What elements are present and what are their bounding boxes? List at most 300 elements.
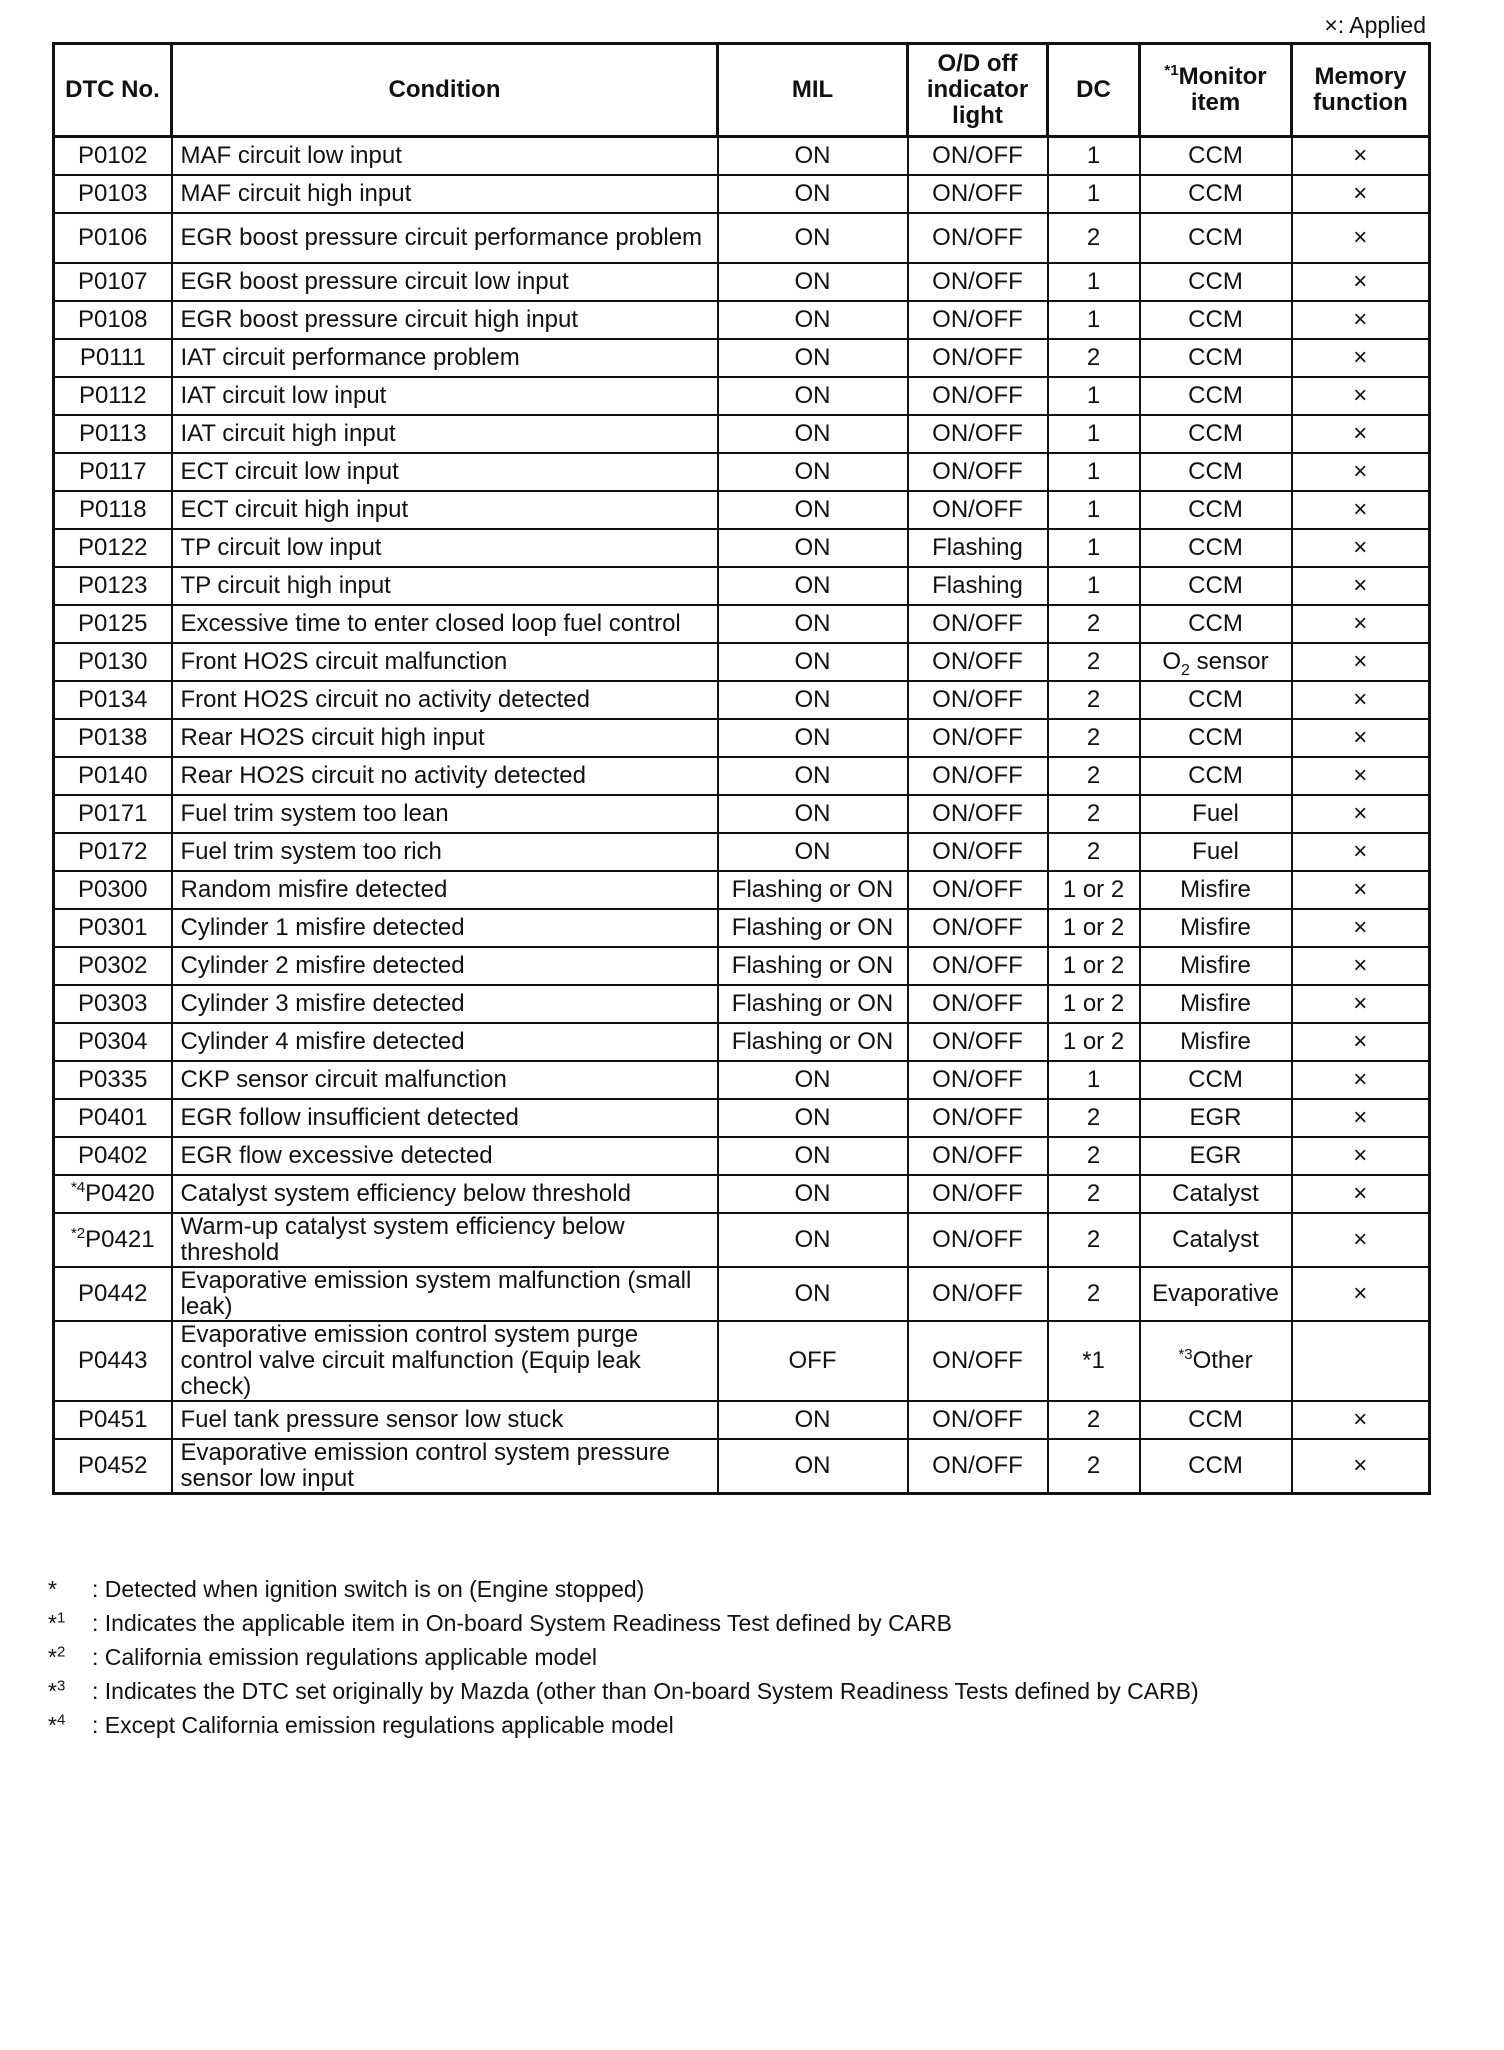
monitor-label: Misfire: [1180, 876, 1251, 903]
header-monitor-label: Monitor item: [1178, 63, 1267, 116]
monitor-label: Fuel: [1192, 800, 1239, 827]
cell-dc: 1: [1048, 415, 1140, 453]
monitor-label: Misfire: [1180, 952, 1251, 979]
monitor-subscript: 2: [1181, 661, 1190, 679]
header-condition: Condition: [172, 44, 718, 137]
cell-monitor-item: [1140, 263, 1292, 301]
cell-monitor-item: [1140, 339, 1292, 377]
monitor-label: Misfire: [1180, 914, 1251, 941]
table-row: [54, 871, 1430, 909]
cell-memory-function: ×: [1292, 213, 1430, 263]
cell-condition: TP circuit high input: [172, 567, 718, 605]
cell-memory-function: ×: [1292, 681, 1430, 719]
cell-mil: ON: [718, 1137, 908, 1175]
dtc-table: [52, 42, 1431, 1495]
cell-od-off: ON/OFF: [908, 415, 1048, 453]
dtc-code: P0108: [78, 306, 148, 333]
table-row: [54, 1061, 1430, 1099]
footnote-text: : California emission regulations applicable model: [92, 1644, 597, 1670]
cell-mil: Flashing or ON: [718, 985, 908, 1023]
cell-memory-function: ×: [1292, 719, 1430, 757]
cell-dc: 1 or 2: [1048, 1023, 1140, 1061]
cell-mil: ON: [718, 415, 908, 453]
cell-od-off: ON/OFF: [908, 175, 1048, 213]
cell-mil: ON: [718, 567, 908, 605]
monitor-label: CCM: [1188, 224, 1243, 251]
cell-dtc-no: [54, 1267, 172, 1321]
table-row: [54, 137, 1430, 176]
cell-mil: ON: [718, 137, 908, 176]
cell-od-off: ON/OFF: [908, 871, 1048, 909]
cell-memory-function: ×: [1292, 453, 1430, 491]
cell-monitor-item: [1140, 529, 1292, 567]
cell-od-off: ON/OFF: [908, 605, 1048, 643]
cell-condition: TP circuit low input: [172, 529, 718, 567]
cell-monitor-item: [1140, 377, 1292, 415]
cell-dtc-no: [54, 491, 172, 529]
cell-condition: Excessive time to enter closed loop fuel control: [172, 605, 718, 643]
cell-od-off: ON/OFF: [908, 213, 1048, 263]
cell-dtc-no: [54, 301, 172, 339]
cell-od-off: ON/OFF: [908, 1439, 1048, 1494]
dtc-code: P0140: [78, 762, 148, 789]
cell-mil: ON: [718, 833, 908, 871]
cell-monitor-item: [1140, 719, 1292, 757]
footnote: [48, 1674, 1199, 1708]
monitor-label: CCM: [1188, 180, 1243, 207]
table-row: [54, 1321, 1430, 1401]
cell-dtc-no: [54, 1099, 172, 1137]
footnotes: [48, 1572, 1199, 1742]
dtc-code: P0421: [85, 1226, 155, 1253]
cell-mil: ON: [718, 795, 908, 833]
cell-od-off: ON/OFF: [908, 757, 1048, 795]
cell-od-off: ON/OFF: [908, 1321, 1048, 1401]
cell-mil: ON: [718, 1213, 908, 1267]
dtc-code: P0172: [78, 838, 148, 865]
cell-condition: MAF circuit high input: [172, 175, 718, 213]
cell-dtc-no: [54, 1137, 172, 1175]
cell-od-off: ON/OFF: [908, 947, 1048, 985]
header-mil: MIL: [718, 44, 908, 137]
cell-mil: ON: [718, 1175, 908, 1213]
cell-mil: ON: [718, 529, 908, 567]
cell-od-off: ON/OFF: [908, 719, 1048, 757]
cell-dc: 1: [1048, 453, 1140, 491]
cell-memory-function: ×: [1292, 1023, 1430, 1061]
cell-dtc-no: [54, 795, 172, 833]
cell-mil: Flashing or ON: [718, 1023, 908, 1061]
cell-od-off: ON/OFF: [908, 263, 1048, 301]
cell-condition: EGR boost pressure circuit performance problem: [172, 213, 718, 263]
cell-mil: ON: [718, 1439, 908, 1494]
cell-condition: Fuel tank pressure sensor low stuck: [172, 1401, 718, 1439]
cell-monitor-item: [1140, 301, 1292, 339]
table-row: [54, 491, 1430, 529]
cell-dc: 1 or 2: [1048, 947, 1140, 985]
cell-monitor-item: [1140, 795, 1292, 833]
dtc-code: P0125: [78, 610, 148, 637]
table-row: [54, 529, 1430, 567]
monitor-label: CCM: [1188, 496, 1243, 523]
cell-od-off: ON/OFF: [908, 985, 1048, 1023]
cell-od-off: ON/OFF: [908, 1099, 1048, 1137]
header-monitor-item: [1140, 44, 1292, 137]
cell-memory-function: ×: [1292, 909, 1430, 947]
cell-od-off: ON/OFF: [908, 909, 1048, 947]
dtc-code: P0304: [78, 1028, 148, 1055]
monitor-label: O: [1162, 648, 1182, 675]
cell-dc: 2: [1048, 719, 1140, 757]
cell-condition: Evaporative emission control system purge control valve circuit malfunction (Equip leak check): [172, 1321, 718, 1401]
cell-monitor-item: [1140, 757, 1292, 795]
dtc-code: P0301: [78, 914, 148, 941]
cell-dtc-no: [54, 605, 172, 643]
header-dc: DC: [1048, 44, 1140, 137]
cell-mil: ON: [718, 491, 908, 529]
cell-dc: 2: [1048, 833, 1140, 871]
cell-dc: 2: [1048, 1175, 1140, 1213]
cell-dc: 2: [1048, 339, 1140, 377]
monitor-label: EGR: [1189, 1104, 1242, 1131]
cell-condition: EGR boost pressure circuit low input: [172, 263, 718, 301]
dtc-code: P0130: [78, 648, 148, 675]
cell-monitor-item: [1140, 985, 1292, 1023]
cell-dtc-no: [54, 643, 172, 681]
dtc-code: P0134: [78, 686, 148, 713]
table-row: [54, 719, 1430, 757]
header-memory-function: Memory function: [1292, 44, 1430, 137]
cell-condition: EGR flow excessive detected: [172, 1137, 718, 1175]
dtc-code: P0303: [78, 990, 148, 1017]
table-row: [54, 415, 1430, 453]
footnote: [48, 1572, 1199, 1606]
cell-memory-function: ×: [1292, 529, 1430, 567]
cell-monitor-item: [1140, 1175, 1292, 1213]
cell-dc: 2: [1048, 681, 1140, 719]
monitor-label: CCM: [1188, 382, 1243, 409]
table-row: [54, 757, 1430, 795]
cell-dc: 1 or 2: [1048, 871, 1140, 909]
cell-dtc-no: [54, 1023, 172, 1061]
cell-monitor-item: [1140, 1061, 1292, 1099]
cell-dtc-no: [54, 567, 172, 605]
cell-dc: 1: [1048, 175, 1140, 213]
dtc-code: P0112: [78, 382, 147, 409]
footnote: [48, 1606, 1199, 1640]
cell-dc: 2: [1048, 757, 1140, 795]
table-row: [54, 1401, 1430, 1439]
cell-condition: EGR follow insufficient detected: [172, 1099, 718, 1137]
table-row: [54, 643, 1430, 681]
footnote-mark: *: [48, 1576, 57, 1602]
monitor-label: CCM: [1188, 1406, 1243, 1433]
footnote-mark: *$^2$: [48, 1643, 66, 1670]
cell-condition: Cylinder 4 misfire detected: [172, 1023, 718, 1061]
monitor-label: CCM: [1188, 142, 1243, 169]
cell-dc: 1: [1048, 529, 1140, 567]
cell-od-off: ON/OFF: [908, 1267, 1048, 1321]
cell-monitor-item: [1140, 137, 1292, 176]
cell-dc: 2: [1048, 605, 1140, 643]
cell-memory-function: ×: [1292, 1267, 1430, 1321]
footnote-text: : Indicates the applicable item in On-board System Readiness Test defined by CARB: [92, 1610, 952, 1636]
cell-monitor-item: [1140, 415, 1292, 453]
dtc-code: P0451: [78, 1406, 148, 1433]
monitor-label: CCM: [1188, 1452, 1243, 1479]
monitor-label: CCM: [1188, 344, 1243, 371]
cell-mil: ON: [718, 643, 908, 681]
table-row: [54, 1213, 1430, 1267]
cell-dc: 1 or 2: [1048, 985, 1140, 1023]
cell-mil: ON: [718, 605, 908, 643]
cell-monitor-item: [1140, 1321, 1292, 1401]
cell-dc: 2: [1048, 1267, 1140, 1321]
cell-dc: 2: [1048, 1137, 1140, 1175]
cell-memory-function: ×: [1292, 947, 1430, 985]
header-od-off: O/D off indicator light: [908, 44, 1048, 137]
cell-dc: 2: [1048, 643, 1140, 681]
table-row: [54, 301, 1430, 339]
cell-dtc-no: [54, 833, 172, 871]
cell-od-off: ON/OFF: [908, 491, 1048, 529]
monitor-label: Fuel: [1192, 838, 1239, 865]
cell-dc: 1: [1048, 263, 1140, 301]
cell-mil: OFF: [718, 1321, 908, 1401]
cell-dtc-no: [54, 529, 172, 567]
cell-monitor-item: [1140, 947, 1292, 985]
monitor-label: CCM: [1188, 572, 1243, 599]
table-row: [54, 567, 1430, 605]
cell-condition: Evaporative emission control system pressure sensor low input: [172, 1439, 718, 1494]
monitor-label-rest: sensor: [1189, 648, 1269, 675]
cell-condition: IAT circuit low input: [172, 377, 718, 415]
dtc-code: P0117: [78, 458, 147, 485]
dtc-code: P0302: [78, 952, 148, 979]
cell-od-off: Flashing: [908, 567, 1048, 605]
cell-dtc-no: [54, 1321, 172, 1401]
cell-mil: ON: [718, 1401, 908, 1439]
cell-od-off: ON/OFF: [908, 1401, 1048, 1439]
cell-monitor-item: [1140, 453, 1292, 491]
cell-mil: ON: [718, 719, 908, 757]
monitor-label: Other: [1192, 1347, 1253, 1374]
dtc-code: P0107: [78, 268, 148, 295]
cell-memory-function: ×: [1292, 985, 1430, 1023]
dtc-code: P0443: [78, 1347, 148, 1374]
footnote-text: : Indicates the DTC set originally by Mazda (other than On-board System Readiness Tests defined by CARB): [92, 1678, 1199, 1704]
cell-od-off: ON/OFF: [908, 1023, 1048, 1061]
cell-condition: Fuel trim system too rich: [172, 833, 718, 871]
cell-memory-function: [1292, 1321, 1430, 1401]
monitor-label: EGR: [1189, 1142, 1242, 1169]
cell-dtc-no: [54, 1061, 172, 1099]
table-row: [54, 681, 1430, 719]
monitor-label: Catalyst: [1172, 1226, 1259, 1253]
cell-mil: ON: [718, 339, 908, 377]
dtc-code: P0452: [78, 1452, 148, 1479]
dtc-code: P0103: [78, 180, 148, 207]
cell-mil: ON: [718, 1061, 908, 1099]
dtc-footnote-mark: *2: [70, 1225, 86, 1242]
cell-dtc-no: [54, 985, 172, 1023]
cell-dc: 1 or 2: [1048, 909, 1140, 947]
cell-od-off: ON/OFF: [908, 301, 1048, 339]
cell-condition: ECT circuit low input: [172, 453, 718, 491]
cell-od-off: ON/OFF: [908, 453, 1048, 491]
monitor-label: CCM: [1188, 762, 1243, 789]
monitor-label: CCM: [1188, 686, 1243, 713]
cell-memory-function: ×: [1292, 757, 1430, 795]
cell-condition: Cylinder 3 misfire detected: [172, 985, 718, 1023]
cell-mil: ON: [718, 263, 908, 301]
header-monitor-footnote: *1: [1164, 62, 1179, 79]
dtc-code: P0420: [85, 1180, 155, 1207]
monitor-label: Misfire: [1180, 1028, 1251, 1055]
cell-od-off: ON/OFF: [908, 377, 1048, 415]
cell-mil: Flashing or ON: [718, 909, 908, 947]
dtc-footnote-mark: *4: [70, 1179, 86, 1196]
cell-dc: 2: [1048, 1439, 1140, 1494]
legend-applied: ×: Applied: [1324, 12, 1426, 38]
table-row: [54, 833, 1430, 871]
dtc-code: P0401: [78, 1104, 148, 1131]
cell-memory-function: ×: [1292, 1175, 1430, 1213]
cell-dtc-no: [54, 871, 172, 909]
cell-monitor-item: [1140, 1137, 1292, 1175]
dtc-code: P0171: [78, 800, 148, 827]
dtc-code: P0118: [78, 496, 147, 523]
cell-dc: 2: [1048, 1213, 1140, 1267]
cell-memory-function: ×: [1292, 1137, 1430, 1175]
table-row: [54, 453, 1430, 491]
cell-condition: IAT circuit performance problem: [172, 339, 718, 377]
cell-mil: ON: [718, 1099, 908, 1137]
dtc-code: P0402: [78, 1142, 148, 1169]
cell-condition: Front HO2S circuit no activity detected: [172, 681, 718, 719]
cell-od-off: ON/OFF: [908, 339, 1048, 377]
cell-dtc-no: [54, 719, 172, 757]
cell-monitor-item: [1140, 643, 1292, 681]
monitor-label: CCM: [1188, 306, 1243, 333]
cell-od-off: ON/OFF: [908, 833, 1048, 871]
cell-dc: 1: [1048, 1061, 1140, 1099]
table-row: [54, 909, 1430, 947]
cell-od-off: Flashing: [908, 529, 1048, 567]
cell-mil: ON: [718, 757, 908, 795]
footnote-text: : Detected when ignition switch is on (Engine stopped): [92, 1576, 645, 1602]
table-row: [54, 213, 1430, 263]
table-row: [54, 947, 1430, 985]
cell-dtc-no: [54, 909, 172, 947]
cell-monitor-item: [1140, 1439, 1292, 1494]
cell-dtc-no: [54, 1213, 172, 1267]
dtc-code: P0138: [78, 724, 148, 751]
cell-memory-function: ×: [1292, 1099, 1430, 1137]
cell-monitor-item: [1140, 1267, 1292, 1321]
cell-mil: ON: [718, 681, 908, 719]
cell-mil: Flashing or ON: [718, 871, 908, 909]
cell-condition: Evaporative emission system malfunction (small leak): [172, 1267, 718, 1321]
table-row: [54, 1439, 1430, 1494]
cell-dtc-no: [54, 263, 172, 301]
cell-memory-function: ×: [1292, 491, 1430, 529]
table-row: [54, 175, 1430, 213]
dtc-code: P0102: [78, 142, 148, 169]
cell-monitor-item: [1140, 213, 1292, 263]
monitor-label: CCM: [1188, 458, 1243, 485]
cell-memory-function: ×: [1292, 1213, 1430, 1267]
cell-memory-function: ×: [1292, 415, 1430, 453]
header-row: [54, 44, 1430, 137]
footnote-mark: *$^3$: [48, 1677, 66, 1704]
cell-dc: 1: [1048, 567, 1140, 605]
cell-dc: 2: [1048, 1099, 1140, 1137]
cell-dtc-no: [54, 453, 172, 491]
cell-mil: ON: [718, 175, 908, 213]
cell-dc: 2: [1048, 213, 1140, 263]
cell-dtc-no: [54, 757, 172, 795]
cell-monitor-item: [1140, 1213, 1292, 1267]
monitor-label: CCM: [1188, 534, 1243, 561]
cell-condition: IAT circuit high input: [172, 415, 718, 453]
cell-memory-function: ×: [1292, 339, 1430, 377]
cell-memory-function: ×: [1292, 643, 1430, 681]
cell-dtc-no: [54, 681, 172, 719]
cell-dtc-no: [54, 377, 172, 415]
cell-dtc-no: [54, 415, 172, 453]
footnote: [48, 1640, 1199, 1674]
cell-monitor-item: [1140, 567, 1292, 605]
cell-od-off: ON/OFF: [908, 1175, 1048, 1213]
cell-dtc-no: [54, 1175, 172, 1213]
cell-condition: CKP sensor circuit malfunction: [172, 1061, 718, 1099]
dtc-code: P0300: [78, 876, 148, 903]
cell-monitor-item: [1140, 175, 1292, 213]
cell-memory-function: ×: [1292, 263, 1430, 301]
cell-mil: ON: [718, 377, 908, 415]
dtc-code: P0106: [78, 224, 148, 251]
cell-memory-function: ×: [1292, 377, 1430, 415]
cell-condition: EGR boost pressure circuit high input: [172, 301, 718, 339]
cell-dc: 2: [1048, 1401, 1140, 1439]
cell-dc: *1: [1048, 1321, 1140, 1401]
table-row: [54, 605, 1430, 643]
cell-dc: 1: [1048, 301, 1140, 339]
cell-od-off: ON/OFF: [908, 137, 1048, 176]
cell-monitor-item: [1140, 871, 1292, 909]
cell-dc: 1: [1048, 137, 1140, 176]
table-row: [54, 1137, 1430, 1175]
cell-mil: ON: [718, 453, 908, 491]
cell-monitor-item: [1140, 833, 1292, 871]
cell-monitor-item: [1140, 681, 1292, 719]
cell-condition: Cylinder 2 misfire detected: [172, 947, 718, 985]
dtc-table-body: [54, 137, 1430, 1494]
cell-condition: Warm-up catalyst system efficiency below threshold: [172, 1213, 718, 1267]
cell-mil: ON: [718, 213, 908, 263]
cell-od-off: ON/OFF: [908, 681, 1048, 719]
footnote-mark: *$^1$: [48, 1609, 66, 1636]
cell-od-off: ON/OFF: [908, 1213, 1048, 1267]
table-row: [54, 377, 1430, 415]
cell-memory-function: ×: [1292, 1061, 1430, 1099]
cell-memory-function: ×: [1292, 1401, 1430, 1439]
cell-od-off: ON/OFF: [908, 1061, 1048, 1099]
cell-dc: 1: [1048, 377, 1140, 415]
cell-condition: ECT circuit high input: [172, 491, 718, 529]
cell-memory-function: ×: [1292, 301, 1430, 339]
